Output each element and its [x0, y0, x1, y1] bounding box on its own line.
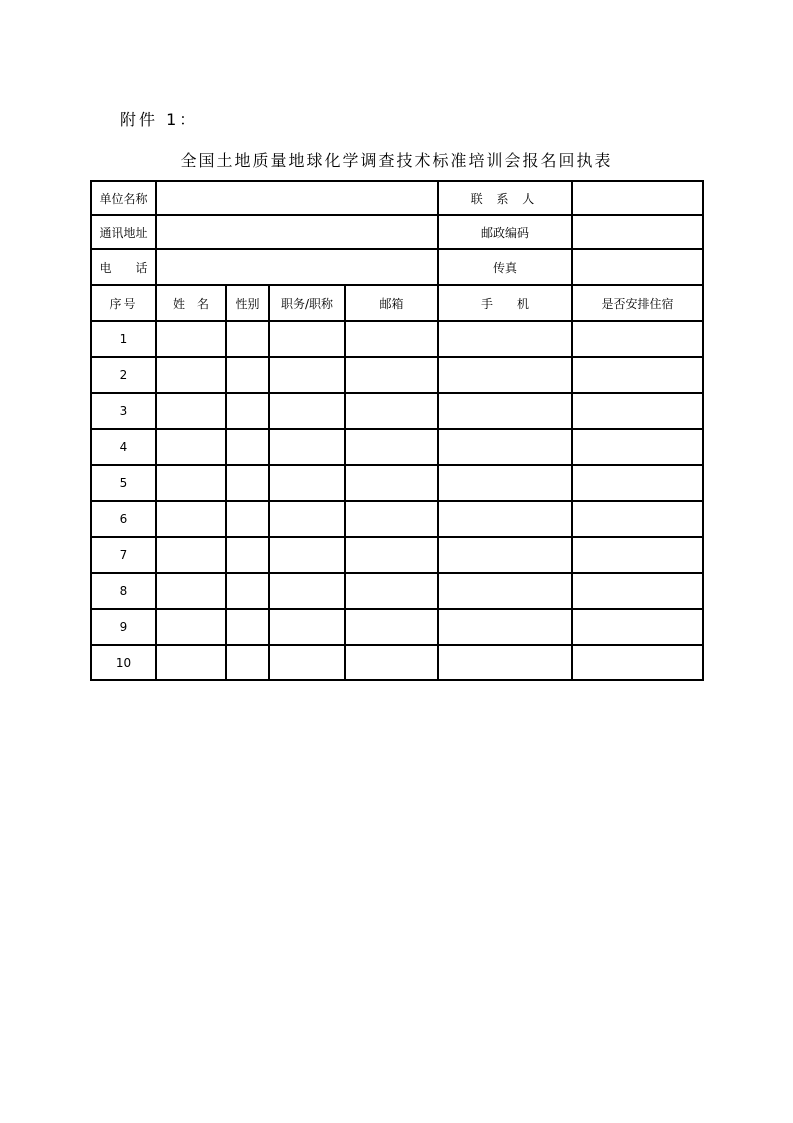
- header-email: 邮箱: [379, 296, 404, 311]
- table-rule: [90, 356, 704, 358]
- table-rule: [90, 500, 704, 502]
- label-unit-name: 单位名称: [99, 191, 148, 206]
- table-rule: [571, 180, 573, 681]
- row-number: 9: [119, 620, 128, 634]
- table-rule: [268, 284, 270, 681]
- table-rule: [90, 644, 704, 646]
- row-number: 1: [119, 332, 128, 346]
- label-phone: 电 话: [99, 260, 148, 275]
- table-rule: [344, 284, 346, 681]
- table-rule: [225, 284, 227, 681]
- attachment-label: 附件 1：: [120, 110, 199, 129]
- header-name: 姓 名: [172, 296, 209, 311]
- label-postcode: 邮政编码: [480, 225, 529, 240]
- label-contact-person: 联 系 人: [470, 191, 540, 206]
- page-title: 全国土地质量地球化学调查技术标准培训会报名回执表: [180, 151, 613, 170]
- table-rule: [90, 572, 704, 574]
- header-index: 序号: [109, 296, 138, 311]
- row-number: 10: [115, 655, 132, 670]
- row-number: 8: [119, 584, 128, 598]
- table-rule: [90, 608, 704, 610]
- header-gender: 性别: [235, 296, 260, 311]
- table-rule: [90, 392, 704, 394]
- registration-form-table: [90, 180, 704, 681]
- header-lodging: 是否安排住宿: [601, 296, 674, 311]
- table-rule: [90, 536, 704, 538]
- header-position: 职务/职称: [280, 296, 334, 311]
- label-address: 通讯地址: [99, 225, 148, 240]
- header-mobile: 手 机: [480, 296, 529, 311]
- row-number: 6: [119, 512, 128, 526]
- table-rule: [90, 428, 704, 430]
- table-rule: [702, 180, 704, 681]
- row-number: 7: [119, 548, 128, 562]
- row-number: 5: [119, 476, 128, 490]
- table-rule: [90, 320, 704, 322]
- table-rule: [90, 248, 704, 250]
- table-rule: [90, 180, 704, 182]
- row-number: 3: [119, 404, 128, 418]
- table-rule: [155, 180, 157, 681]
- row-number: 2: [119, 368, 128, 382]
- table-rule: [90, 214, 704, 216]
- row-number: 4: [119, 440, 128, 454]
- table-rule: [90, 679, 704, 681]
- label-fax: 传真: [492, 260, 517, 275]
- table-rule: [90, 464, 704, 466]
